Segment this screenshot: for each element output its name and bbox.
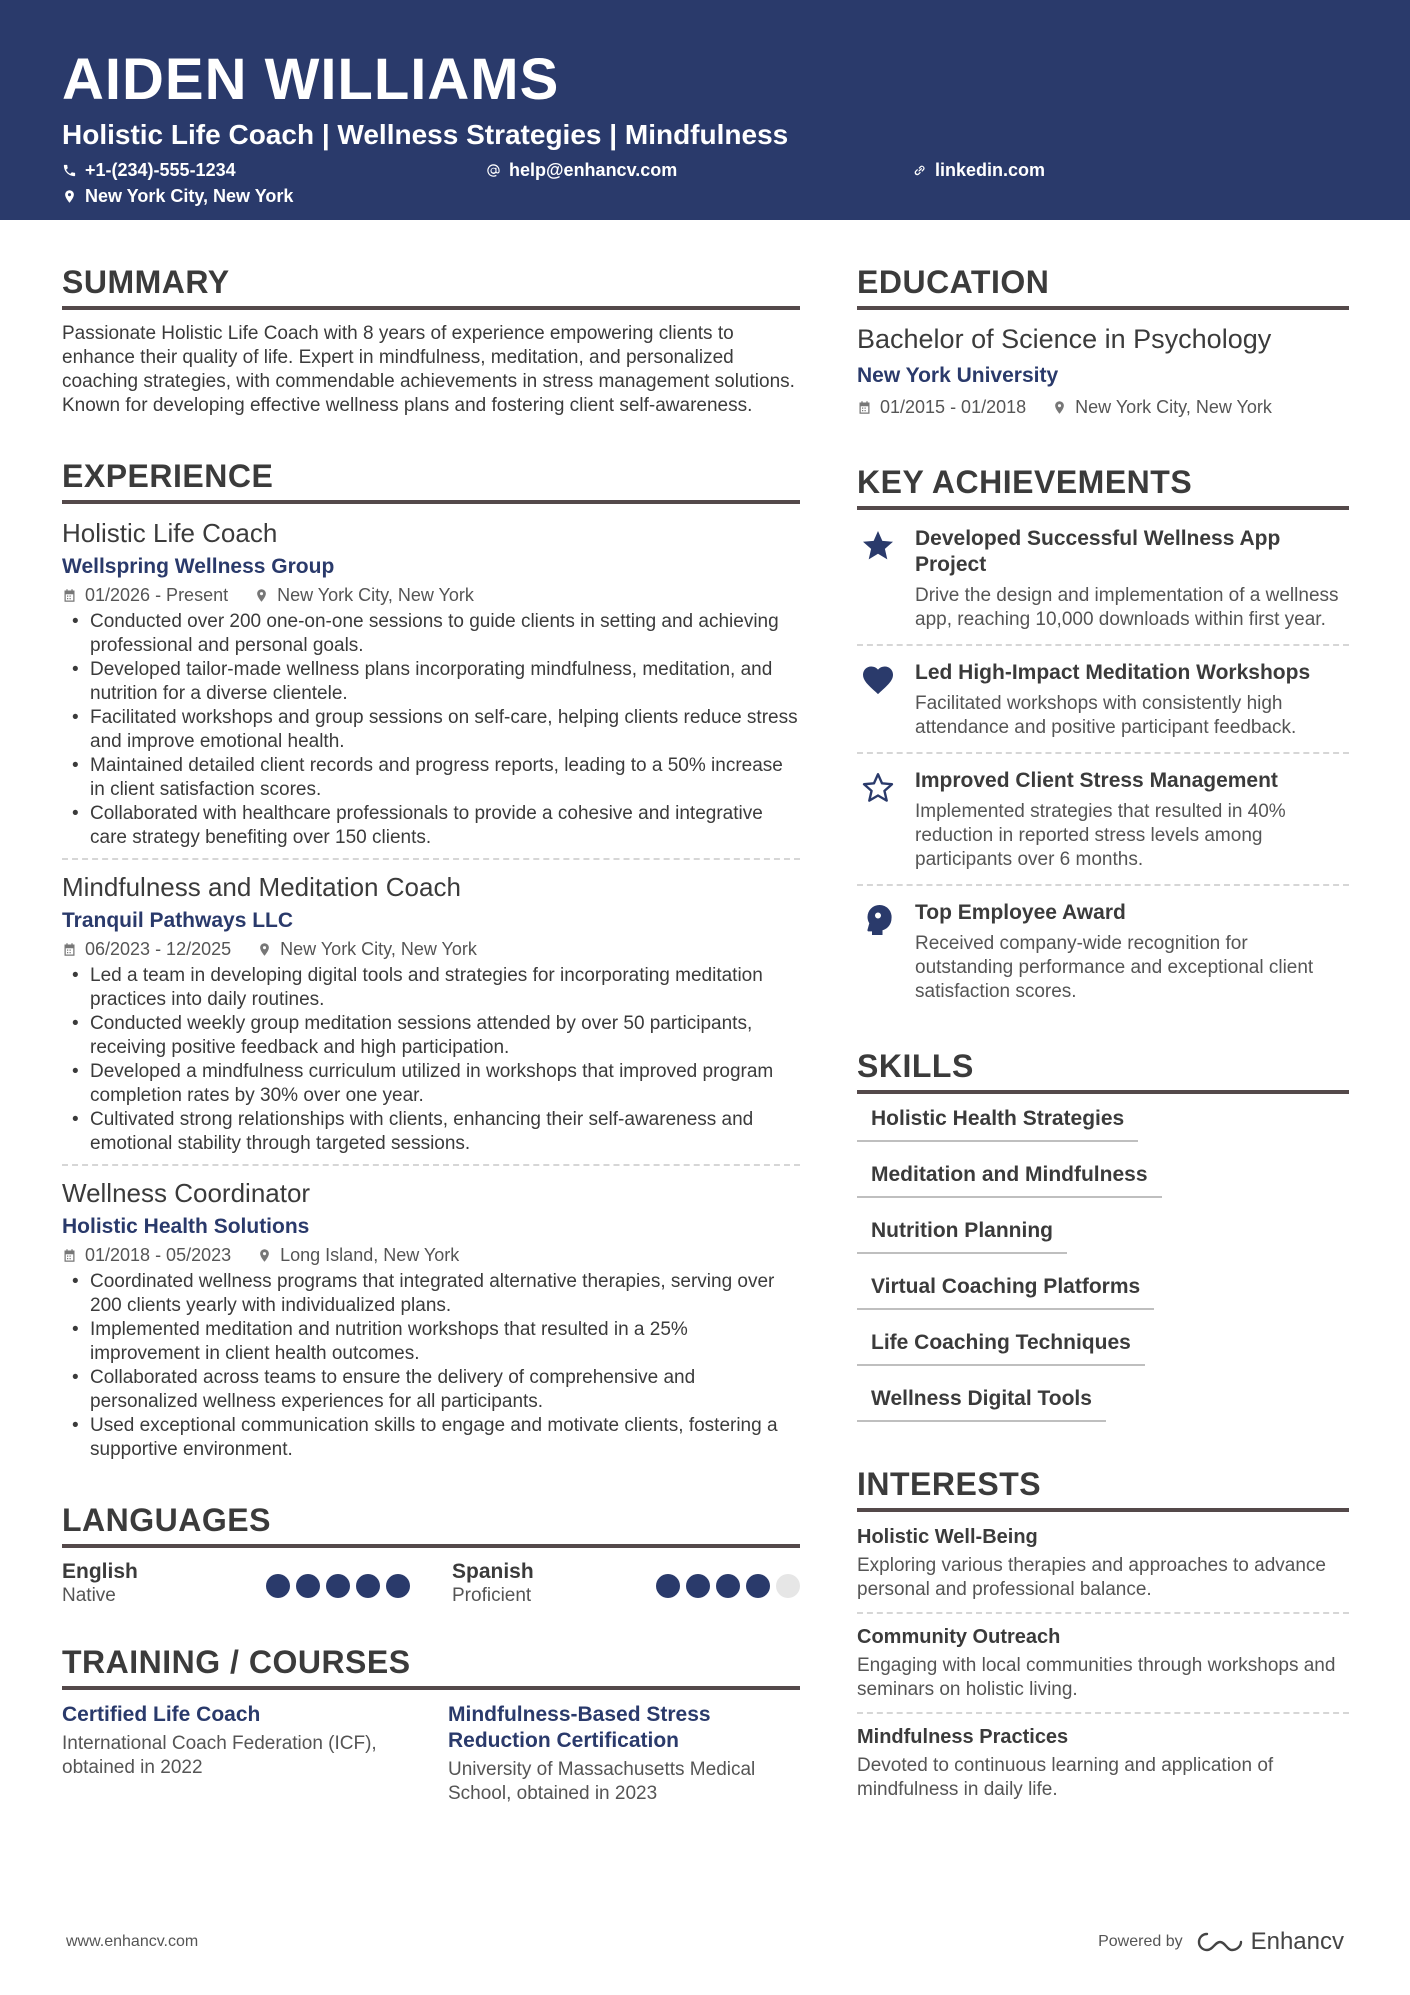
contact-phone[interactable]: [62, 160, 236, 181]
job-meta: [62, 582, 800, 608]
bullet-item: • Collaborated with healthcare professionals to provide a cohesive and integrative care strategy benefiting over 150 clients.: [62, 802, 800, 850]
interest-entry: [857, 1724, 1349, 1812]
degree: Bachelor of Science in Psychology: [857, 324, 1272, 354]
star-outline-icon: [860, 770, 896, 806]
rating-dot-filled: [266, 1574, 290, 1598]
company-name: Wellspring Wellness Group: [62, 555, 335, 578]
skill-tag: Life Coaching Techniques: [857, 1330, 1145, 1366]
language-name: Spanish: [452, 1560, 534, 1583]
achievement-entry: [857, 522, 1349, 646]
interest-title: Mindfulness Practices: [857, 1726, 1069, 1748]
rating-dot-filled: [386, 1574, 410, 1598]
phone-text: +1-(234)-555-1234: [85, 160, 236, 180]
company-name: Tranquil Pathways LLC: [62, 909, 294, 932]
at-icon: [486, 163, 501, 178]
link-icon: [912, 163, 927, 178]
achievement-title: Improved Client Stress Management: [915, 769, 1278, 792]
head-icon: [860, 902, 896, 938]
location-pin-icon: [254, 588, 269, 603]
achievements-heading: KEY ACHIEVEMENTS: [857, 462, 1349, 510]
job-title: Wellness Coordinator: [62, 1178, 311, 1208]
language-rating: [266, 1574, 410, 1598]
bullet-item: • Used exceptional communication skills to engage and motivate clients, fostering a supportive environment.: [62, 1414, 800, 1462]
rating-dot-filled: [656, 1574, 680, 1598]
training-section: [62, 1642, 800, 1806]
skill-tag: Meditation and Mindfulness: [857, 1162, 1162, 1198]
calendar-icon: [62, 588, 77, 603]
star-filled-icon: [860, 528, 896, 564]
footer-website[interactable]: www.enhancv.com: [66, 1933, 199, 1950]
education-section: [857, 262, 1349, 420]
powered-by: [1098, 1928, 1344, 1956]
skills-heading: SKILLS: [857, 1046, 1349, 1094]
course-title: Mindfulness-Based Stress Reduction Certification: [448, 1703, 711, 1752]
enhancv-logo-icon: [1197, 1930, 1243, 1954]
job-bullets: [62, 964, 800, 1156]
language-rating: [656, 1574, 800, 1598]
interest-desc: Engaging with local communities through workshops and seminars on holistic living.: [857, 1655, 1336, 1700]
achievement-entry: [857, 896, 1349, 1016]
education-meta: [857, 394, 1349, 420]
job-location: Long Island, New York: [280, 1245, 460, 1265]
location-text: New York City, New York: [85, 186, 294, 206]
interest-entry: [857, 1624, 1349, 1714]
contact-email[interactable]: [486, 160, 677, 181]
skill-tag: Wellness Digital Tools: [857, 1386, 1106, 1422]
interests-heading: INTERESTS: [857, 1464, 1349, 1512]
achievement-entry: [857, 764, 1349, 886]
education-dates: 01/2015 - 01/2018: [880, 397, 1027, 417]
interest-entry: [857, 1524, 1349, 1614]
language-entry: [452, 1560, 800, 1608]
rating-dot-filled: [716, 1574, 740, 1598]
job-meta: [62, 936, 800, 962]
achievements-section: [857, 462, 1349, 1016]
job-meta: [62, 1242, 800, 1268]
right-column: [857, 262, 1349, 1812]
job-entry: [62, 1176, 800, 1470]
job-entry: [62, 870, 800, 1166]
contact-location: [62, 186, 293, 207]
bullet-item: • Maintained detailed client records and progress reports, leading to a 50% increase in client satisfaction scores.: [62, 754, 800, 802]
interests-section: [857, 1464, 1349, 1812]
job-location: New York City, New York: [277, 585, 474, 605]
contact-info: [62, 160, 1348, 212]
bullet-item: • Implemented meditation and nutrition workshops that resulted in a 25% improvement in client health outcomes.: [62, 1318, 800, 1366]
bullet-item: • Conducted over 200 one-on-one sessions to guide clients in setting and achieving professional and personal goals.: [62, 610, 800, 658]
course-entry: [448, 1702, 800, 1806]
rating-dot-empty: [776, 1574, 800, 1598]
interest-title: Holistic Well-Being: [857, 1526, 1038, 1548]
summary-heading: SUMMARY: [62, 262, 800, 310]
rating-dot-filled: [326, 1574, 350, 1598]
calendar-icon: [62, 1248, 77, 1263]
achievement-desc: Facilitated workshops with consistently high attendance and positive participant feedback.: [915, 693, 1297, 738]
location-pin-icon: [257, 1248, 272, 1263]
school-name: New York University: [857, 364, 1059, 387]
heart-icon: [860, 662, 896, 698]
job-bullets: [62, 1270, 800, 1462]
job-dates: 01/2026 - Present: [85, 585, 229, 605]
course-entry: [62, 1702, 414, 1806]
bullet-item: • Led a team in developing digital tools and strategies for incorporating meditation practices into daily routines.: [62, 964, 800, 1012]
job-entry: [62, 516, 800, 860]
education-location: New York City, New York: [1075, 397, 1272, 417]
job-dates: 06/2023 - 12/2025: [85, 939, 232, 959]
left-column: [62, 262, 800, 1806]
linkedin-text: linkedin.com: [935, 160, 1046, 180]
skills-section: [857, 1046, 1349, 1422]
language-level: Native: [62, 1585, 116, 1606]
location-pin-icon: [1052, 400, 1067, 415]
skill-tag: Holistic Health Strategies: [857, 1106, 1138, 1142]
achievement-title: Developed Successful Wellness App Project: [915, 527, 1281, 576]
job-dates: 01/2018 - 05/2023: [85, 1245, 232, 1265]
job-bullets: [62, 610, 800, 850]
experience-section: [62, 456, 800, 1470]
bullet-item: • Coordinated wellness programs that integrated alternative therapies, serving over 200 clients yearly with individualized plans.: [62, 1270, 800, 1318]
rating-dot-filled: [686, 1574, 710, 1598]
bullet-item: • Conducted weekly group meditation sessions attended by over 50 participants, receiving positive feedback and high participation.: [62, 1012, 800, 1060]
education-heading: EDUCATION: [857, 262, 1349, 310]
bullet-item: • Developed a mindfulness curriculum utilized in workshops that improved program completion rates by 30% over one year.: [62, 1060, 800, 1108]
rating-dot-filled: [356, 1574, 380, 1598]
achievement-title: Led High-Impact Meditation Workshops: [915, 661, 1311, 684]
job-location: New York City, New York: [280, 939, 477, 959]
company-name: Holistic Health Solutions: [62, 1215, 310, 1238]
interest-desc: Devoted to continuous learning and application of mindfulness in daily life.: [857, 1755, 1274, 1800]
language-name: English: [62, 1560, 138, 1583]
course-title: Certified Life Coach: [62, 1703, 261, 1726]
calendar-icon: [857, 400, 872, 415]
achievement-title: Top Employee Award: [915, 901, 1126, 924]
rating-dot-filled: [746, 1574, 770, 1598]
course-desc: International Coach Federation (ICF), obtained in 2022: [62, 1733, 377, 1778]
bullet-item: • Cultivated strong relationships with clients, enhancing their self-awareness and emotional stability through targeted sessions.: [62, 1108, 800, 1156]
achievement-desc: Implemented strategies that resulted in 40% reduction in reported stress levels among participants over 6 months.: [915, 801, 1286, 870]
skill-tag: Nutrition Planning: [857, 1218, 1067, 1254]
achievement-desc: Received company-wide recognition for outstanding performance and exceptional client satisfaction scores.: [915, 933, 1314, 1002]
languages-heading: LANGUAGES: [62, 1500, 800, 1548]
page-footer: [66, 1928, 1344, 1956]
experience-heading: EXPERIENCE: [62, 456, 800, 504]
language-entry: [62, 1560, 410, 1608]
training-heading: TRAINING / COURSES: [62, 1642, 800, 1690]
languages-section: [62, 1500, 800, 1608]
phone-icon: [62, 163, 77, 178]
bullet-item: • Facilitated workshops and group sessions on self-care, helping clients reduce stress and improve emotional health.: [62, 706, 800, 754]
brand-name: Enhancv: [1250, 1928, 1344, 1955]
resume-header: [0, 0, 1410, 220]
candidate-title: Holistic Life Coach | Wellness Strategies | Mindfulness: [62, 119, 789, 150]
location-pin-icon: [62, 189, 77, 204]
brand-logo[interactable]: [1197, 1928, 1344, 1956]
bullet-item: • Collaborated across teams to ensure the delivery of comprehensive and personalized wellness experiences for all participants.: [62, 1366, 800, 1414]
rating-dot-filled: [296, 1574, 320, 1598]
job-title: Mindfulness and Meditation Coach: [62, 872, 461, 902]
achievement-desc: Drive the design and implementation of a wellness app, reaching 10,000 downloads within first year.: [915, 585, 1339, 630]
skill-tag: Virtual Coaching Platforms: [857, 1274, 1154, 1310]
interest-desc: Exploring various therapies and approaches to advance personal and professional balance.: [857, 1555, 1326, 1600]
contact-linkedin[interactable]: [912, 160, 1045, 181]
bullet-item: • Developed tailor-made wellness plans incorporating mindfulness, meditation, and nutrition for a diverse clientele.: [62, 658, 800, 706]
location-pin-icon: [257, 942, 272, 957]
achievement-entry: [857, 656, 1349, 754]
calendar-icon: [62, 942, 77, 957]
candidate-name: AIDEN WILLIAMS: [62, 47, 560, 112]
summary-section: [62, 262, 800, 418]
language-level: Proficient: [452, 1585, 532, 1606]
summary-text: Passionate Holistic Life Coach with 8 years of experience empowering clients to enhance their quality of life. Expert in mindfulness, meditation, and personalized coaching strategies, with commendable achievements in stress management solutions. Known for developing effective wellness plans and fostering client self-awareness.: [62, 323, 795, 416]
job-title: Holistic Life Coach: [62, 518, 278, 548]
interest-title: Community Outreach: [857, 1626, 1061, 1648]
powered-by-label: Powered by: [1098, 1933, 1183, 1950]
email-text: help@enhancv.com: [509, 160, 678, 180]
course-desc: University of Massachusetts Medical School, obtained in 2023: [448, 1759, 756, 1804]
